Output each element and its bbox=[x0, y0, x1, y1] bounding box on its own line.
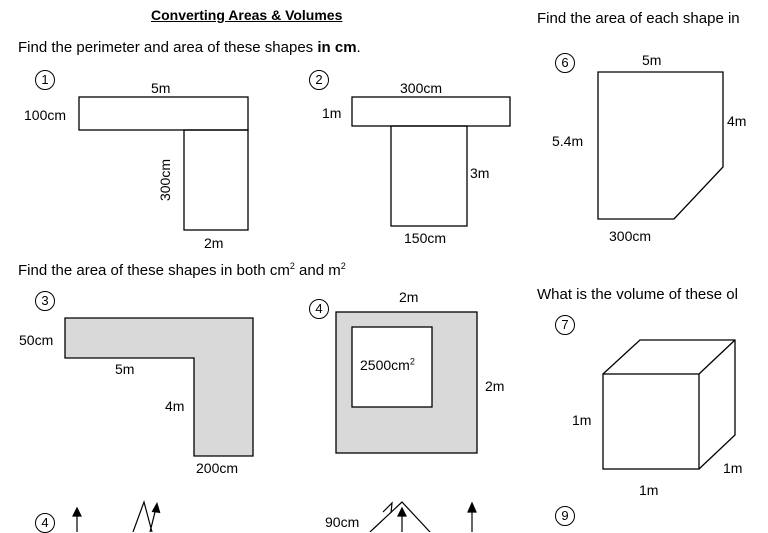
q6-top-label: 5m bbox=[642, 52, 662, 68]
instruction-area-both-text: Find the area of these shapes in both cm bbox=[18, 262, 290, 279]
instruction-period: . bbox=[356, 39, 361, 56]
instruction-in-cm: in cm bbox=[317, 39, 357, 56]
question-number-1: 1 bbox=[35, 70, 55, 90]
instruction-perimeter-area bbox=[18, 40, 361, 56]
q3-shape bbox=[65, 318, 253, 456]
q3-left-label: 50cm bbox=[19, 332, 54, 348]
q2-right-label: 3m bbox=[470, 165, 490, 181]
bottom-mid-label: 90cm bbox=[325, 514, 360, 530]
q7-cube bbox=[603, 340, 735, 469]
question-number-bottom-left: 4 bbox=[35, 513, 55, 533]
q4-shape bbox=[336, 312, 477, 453]
q3-mid-label: 5m bbox=[115, 361, 135, 377]
q1-left-label: 100cm bbox=[24, 107, 67, 123]
superscript-two: 2 bbox=[409, 356, 415, 367]
instruction-area-both-units bbox=[18, 263, 346, 279]
bottom-figures bbox=[73, 502, 476, 532]
q2-shape bbox=[352, 97, 510, 226]
q1-side-label: 300cm bbox=[157, 158, 174, 202]
q4-right-label: 2m bbox=[485, 378, 505, 394]
q4-inner-value: 2500cm bbox=[360, 357, 410, 373]
q2-left-label: 1m bbox=[322, 105, 342, 121]
instruction-area-both-mid: and m bbox=[294, 262, 341, 279]
q7-bottom-label: 1m bbox=[639, 482, 659, 498]
instruction-area-right: Find the area of each shape in bbox=[537, 10, 740, 27]
question-number-6: 6 bbox=[555, 53, 575, 73]
q4-inner-label bbox=[360, 357, 415, 373]
question-number-3: 3 bbox=[35, 291, 55, 311]
q2-bottom-label: 150cm bbox=[404, 230, 447, 246]
instruction-perimeter-area-text: Find the perimeter and area of these shapes bbox=[18, 39, 318, 56]
q7-right-label: 1m bbox=[723, 460, 743, 476]
q1-bottom-label: 2m bbox=[204, 235, 224, 251]
q6-shape bbox=[598, 72, 723, 219]
q6-bottom-label: 300cm bbox=[609, 228, 652, 244]
q1-top-label: 5m bbox=[151, 80, 171, 96]
question-number-9: 9 bbox=[555, 506, 575, 526]
q6-left-label: 5.4m bbox=[552, 133, 584, 149]
superscript-two: 2 bbox=[289, 261, 295, 271]
question-number-2: 2 bbox=[309, 70, 329, 90]
superscript-two: 2 bbox=[340, 261, 346, 271]
question-number-7: 7 bbox=[555, 315, 575, 335]
q4-top-label: 2m bbox=[399, 289, 419, 305]
q7-left-label: 1m bbox=[572, 412, 592, 428]
question-number-4: 4 bbox=[309, 299, 329, 319]
q2-top-label: 300cm bbox=[400, 80, 443, 96]
q6-right-label: 4m bbox=[727, 113, 747, 129]
page-title: Converting Areas & Volumes bbox=[151, 7, 343, 23]
q3-bottom-label: 200cm bbox=[196, 460, 239, 476]
q3-side-label: 4m bbox=[165, 398, 185, 414]
instruction-volume-right: What is the volume of these ol bbox=[537, 286, 738, 303]
